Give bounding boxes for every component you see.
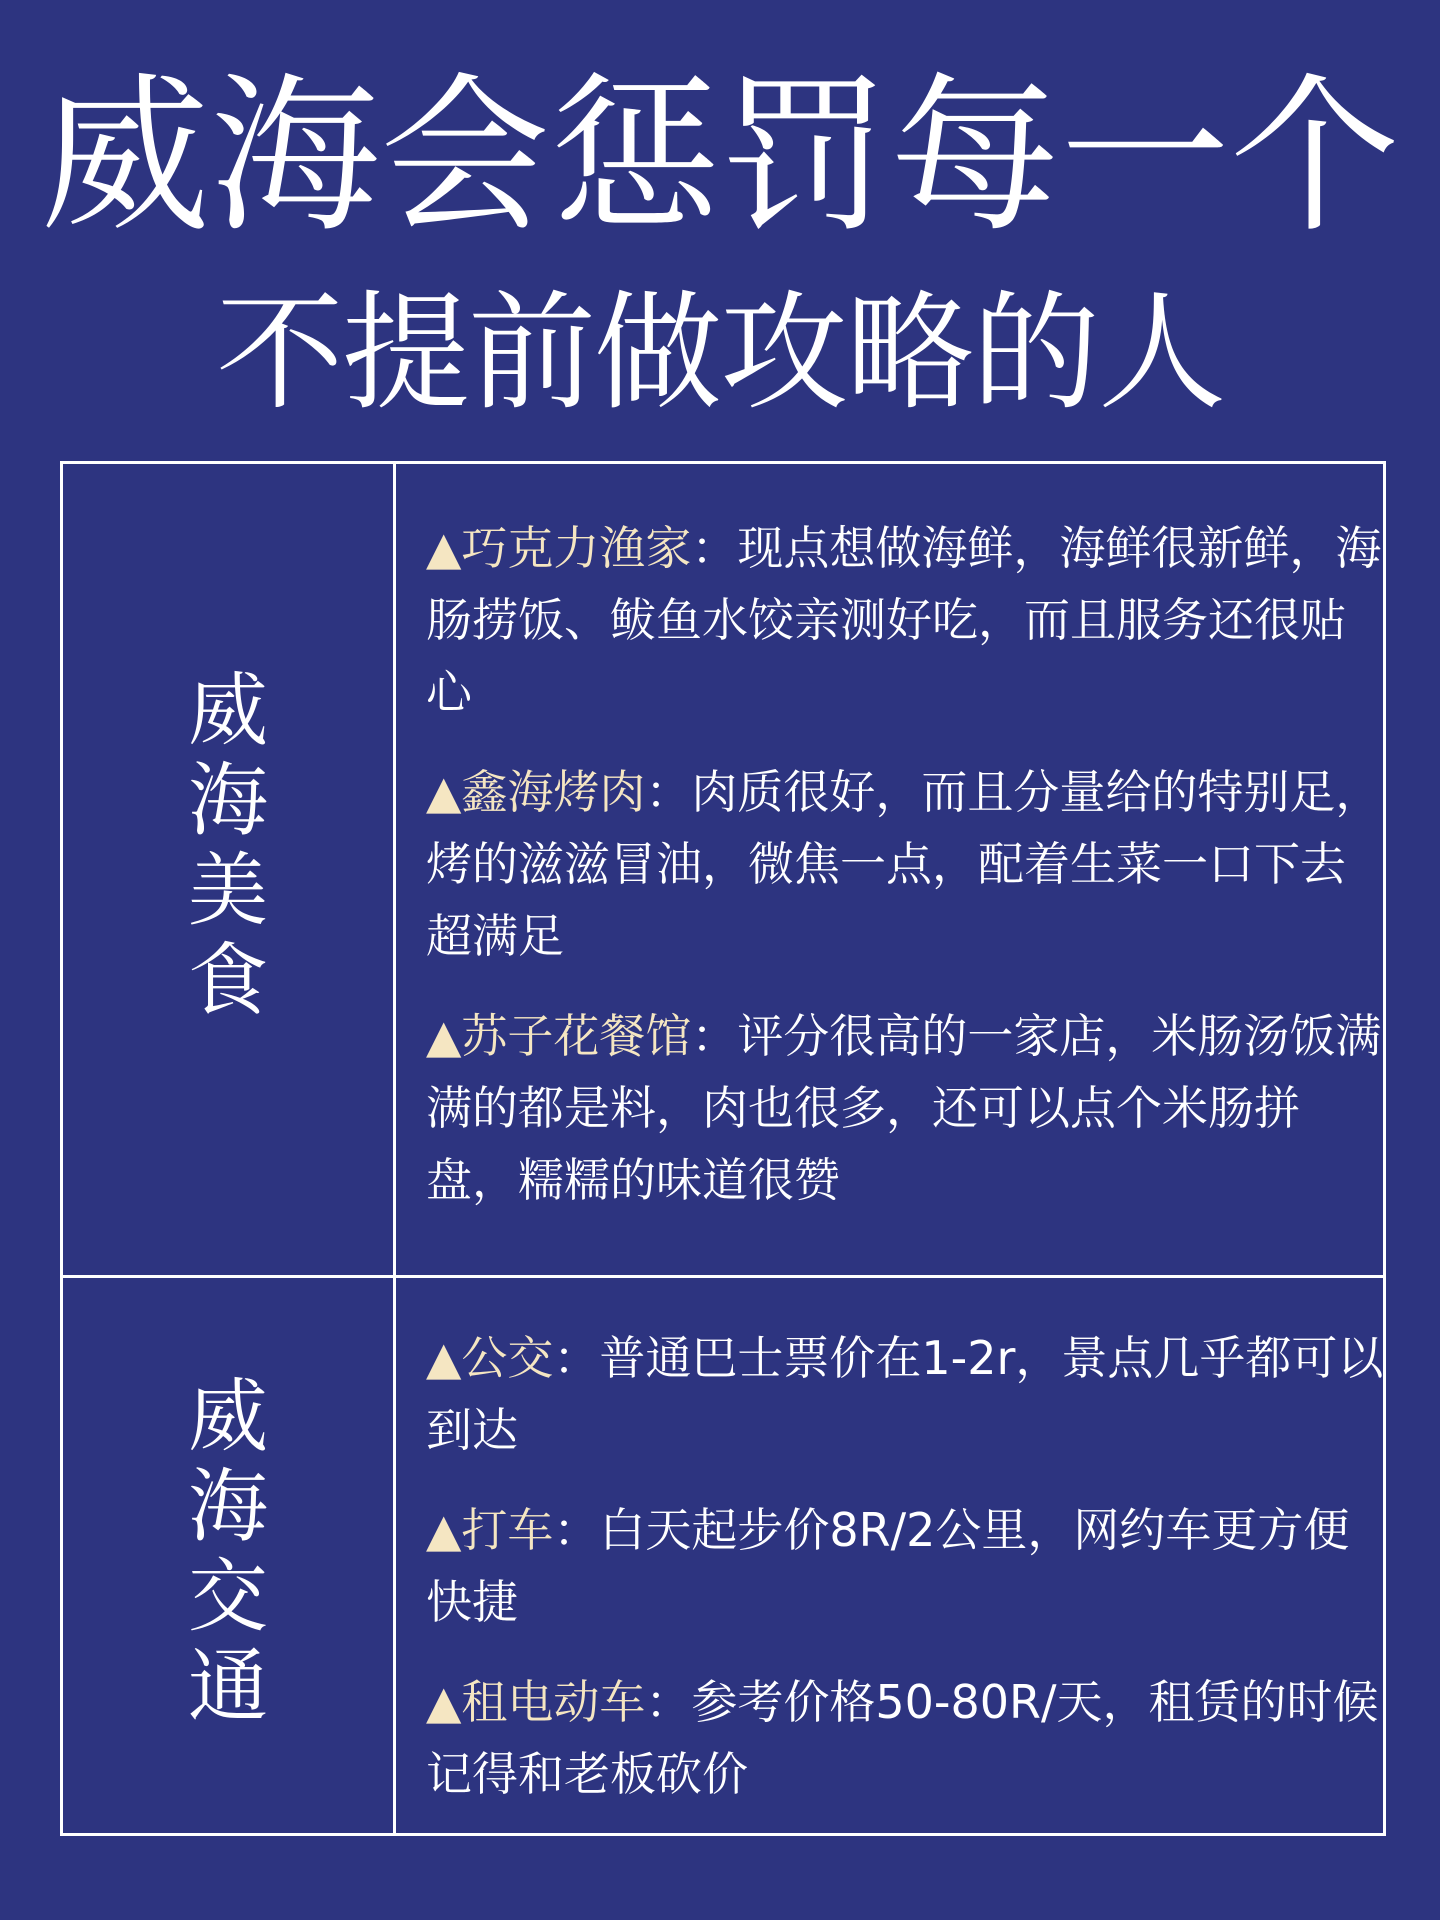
entry-name: 公交 [461, 1331, 554, 1385]
page-title-line-2: 不提前做攻略的人 [215, 279, 1224, 428]
section-label-char: 海 [188, 1460, 268, 1553]
section-label-char: 海 [188, 754, 268, 847]
section-label-char: 威 [188, 664, 268, 757]
entry-name: 打车 [461, 1503, 554, 1557]
page-title-line-1: 威海会惩罚每一个 [39, 58, 1400, 256]
triangle-icon: ▲ [426, 1675, 462, 1729]
guide-table [60, 461, 1386, 1836]
column-divider [393, 464, 396, 1833]
triangle-icon: ▲ [426, 1503, 462, 1557]
entry-text: 肉质很好，而且分量给的特别足，烤的滋滋冒油，微焦一点，配着生菜一口下去超满足 [426, 765, 1382, 963]
entry-item [426, 1000, 1386, 1216]
section-label-transport [63, 1372, 393, 1732]
triangle-icon: ▲ [426, 765, 462, 819]
section-entries-transport [426, 1322, 1386, 1838]
entry-item [426, 1322, 1386, 1466]
entry-text: 现点想做海鲜，海鲜很新鲜，海肠捞饭、鲅鱼水饺亲测好吃，而且服务还很贴心 [426, 521, 1382, 719]
entry-text: 参考价格50-80R/天，租赁的时候记得和老板砍价 [426, 1675, 1379, 1801]
entry-separator: ： [645, 765, 692, 819]
entry-separator: ： [691, 521, 738, 575]
entry-separator: ： [691, 1009, 738, 1063]
triangle-icon: ▲ [426, 521, 462, 575]
section-entries-food [426, 512, 1386, 1244]
entry-item [426, 512, 1386, 728]
entry-separator: ： [553, 1503, 600, 1557]
section-label-char: 交 [188, 1550, 268, 1643]
section-label-food [63, 666, 393, 1026]
entry-separator: ： [645, 1675, 692, 1729]
entry-item [426, 1494, 1386, 1638]
section-label-char: 通 [188, 1640, 268, 1733]
section-label-char: 美 [188, 844, 268, 937]
entry-name: 租电动车 [461, 1675, 646, 1729]
entry-name: 苏子花餐馆 [461, 1009, 692, 1063]
entry-text: 白天起步价8R/2公里，网约车更方便快捷 [426, 1503, 1350, 1629]
section-label-char: 威 [188, 1370, 268, 1463]
section-label-char: 食 [188, 934, 268, 1027]
entry-name: 鑫海烤肉 [461, 765, 646, 819]
entry-item [426, 756, 1386, 972]
entry-name: 巧克力渔家 [461, 521, 692, 575]
row-divider [63, 1275, 1383, 1278]
entry-text: 普通巴士票价在1-2r，景点几乎都可以到达 [426, 1331, 1384, 1457]
entry-text: 评分很高的一家店，米肠汤饭满满的都是料，肉也很多，还可以点个米肠拼盘，糯糯的味道很赞 [426, 1009, 1382, 1207]
triangle-icon: ▲ [426, 1331, 462, 1385]
triangle-icon: ▲ [426, 1009, 462, 1063]
entry-item [426, 1666, 1386, 1810]
entry-separator: ： [553, 1331, 600, 1385]
